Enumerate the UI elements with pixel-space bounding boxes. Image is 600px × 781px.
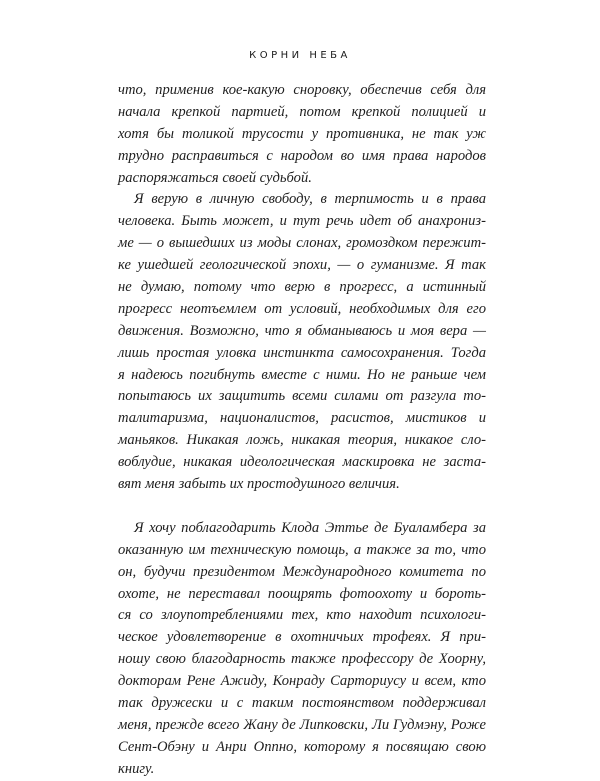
- text-line: не думаю, потому что верю в прогресс, а истинный: [118, 279, 486, 296]
- text-line: человека. Быть может, и тут речь идет об анахрониз-: [118, 213, 486, 230]
- text-line: так дружески и с таким постоянством поддерживал: [118, 695, 486, 712]
- text-line: Я верую в личную свободу, в терпимость и в права: [134, 191, 486, 208]
- paragraph-1: [118, 80, 486, 189]
- body-text: [118, 80, 486, 781]
- text-line: попытаюсь их защитить всеми силами от разгула то-: [118, 388, 486, 405]
- text-line: движения. Возможно, что я обманываюсь и моя вера —: [118, 322, 486, 339]
- paragraph-2: [118, 189, 486, 495]
- running-head: КОРНИ НЕБА: [249, 50, 351, 61]
- text-line: оказанную им техническую помощь, а также за то, что: [118, 541, 486, 558]
- text-line: ческое удовлетворение в охотничьих трофеях. Я при-: [118, 629, 486, 646]
- text-line: я надеюсь погибнуть вместе с ними. Но не раньше чем: [118, 366, 486, 383]
- paragraph-3: [118, 518, 486, 781]
- text-line: лишь простая уловка инстинкта самосохранения. Тогда: [118, 344, 486, 361]
- text-line: что, применив кое-какую сноровку, обеспечив себя для: [118, 82, 486, 98]
- text-line: начала крепкой партией, потом крепкой полицией и: [118, 103, 486, 120]
- text-line: ке ушедшей геологической эпохи, — о гуманизме. Я так: [118, 257, 486, 274]
- text-line: маньяков. Никакая ложь, никакая теория, никакое сло-: [118, 432, 486, 449]
- text-line: ся со злоупотреблениями тех, кто находит психологи-: [118, 607, 486, 624]
- section-gap: [118, 496, 486, 518]
- text-line: ме — о вышедших из моды слонах, громоздком пережит-: [118, 235, 486, 252]
- text-line: прогресс неотъемлем от условий, необходимых для его: [118, 300, 486, 317]
- text-line: Я хочу поблагодарить Клода Эттье де Буаламбера за: [134, 519, 486, 536]
- text-line: талитаризма, националистов, расистов, мистиков и: [118, 410, 486, 427]
- text-line: ношу свою благодарность также профессору де Хоорну,: [118, 651, 486, 668]
- text-line: воблудие, никакая идеологическая маскировка не заста-: [118, 454, 486, 471]
- text-line: трудно расправиться с народом во имя права народов: [118, 147, 486, 164]
- text-line: хотя бы толикой трусости у противника, не так уж: [118, 125, 486, 142]
- text-line: книгу.: [118, 760, 155, 777]
- text-line: он, будучи президентом Международного комитета по: [118, 563, 486, 580]
- text-line: меня, прежде всего Жану де Липковски, Ли Гудмэну, Роже: [118, 716, 486, 733]
- text-line: распоряжаться своей судьбой.: [118, 169, 312, 186]
- text-line: докторам Рене Ажиду, Конраду Сарториусу и всем, кто: [118, 673, 486, 690]
- text-line: охоте, не переставал поощрять фотоохоту и бороть-: [118, 585, 486, 602]
- text-line: вят меня забыть их простодушного величия.: [118, 476, 400, 493]
- text-line: Сент-Обэну и Анри Оппно, которому я посвящаю свою: [118, 738, 486, 755]
